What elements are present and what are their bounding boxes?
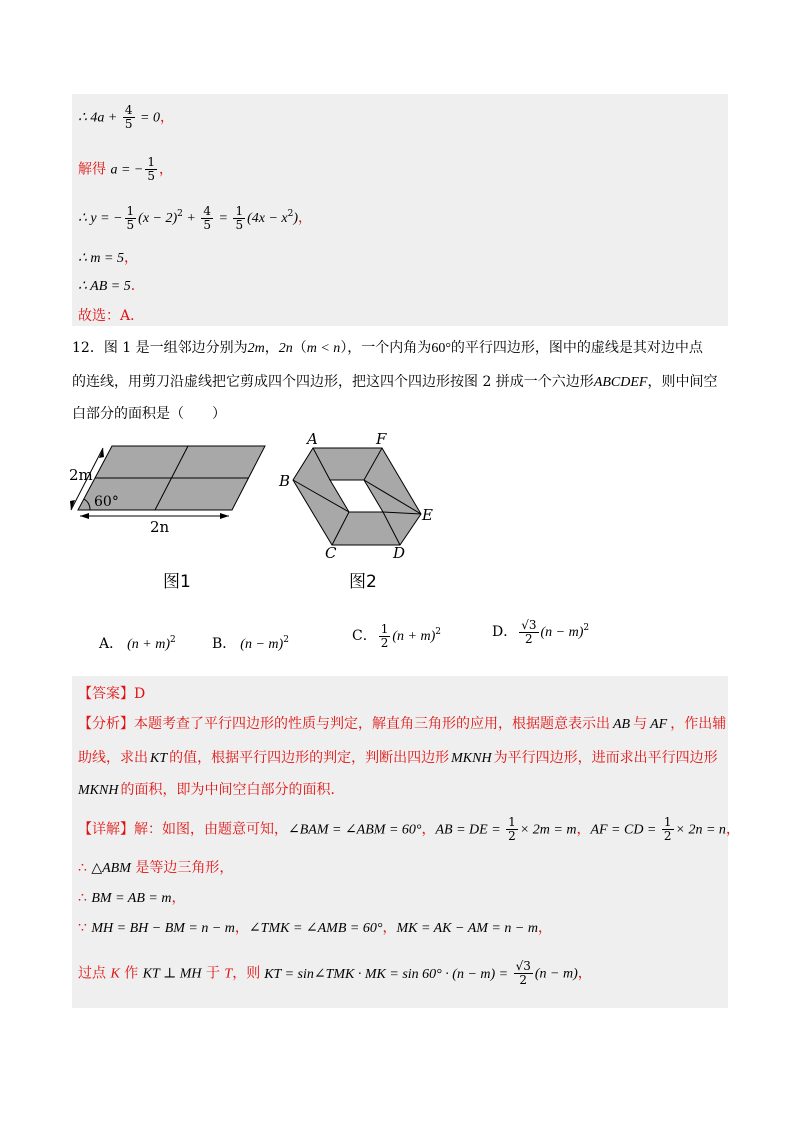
detail-line-2: ∴ △ABM 是等边三角形， — [78, 860, 234, 876]
label-2n: 2n — [150, 518, 170, 536]
solution-line-6: 故选：A． — [78, 308, 145, 324]
detail-line-5: 过点 K 作 KT ⊥ MH 于 T，则 KT = sin∠TMK · MK = sin 60° · (n − m) = $\frac{√3}{2}$ (n − m)， — [78, 959, 592, 987]
arrowhead-2m-top — [99, 448, 104, 458]
vertex-label-A: A — [307, 430, 318, 448]
option-d: D． $\frac{√3}{2}$ $(n - m)^2$ — [492, 617, 590, 646]
question-line-2: 的连线，用剪刀沿虚线把它剪成四个四边形，把这四个四边形按图 2 拼成一个六边形ABCDEF，则中间空 — [72, 374, 718, 390]
vertex-label-F: F — [376, 430, 387, 448]
option-b: B． $(n - m)^2$ — [212, 635, 289, 652]
figure-2-caption: 图2 — [349, 572, 377, 592]
arrowhead-2n-left — [80, 513, 89, 519]
vertex-label-C: C — [325, 544, 337, 562]
option-c: C． $\frac{1}{2}$ $(n + m)^2$ — [352, 621, 441, 650]
figure-1-caption: 图1 — [163, 572, 191, 592]
detail-line-4: ∵ MH = BH − BM = n − m，∠TMK = ∠AMB = 60°，MK = AK − AM = n − m， — [78, 920, 552, 936]
question-line-1: 12．图 1 是一组邻边分别为2m，2n（m < n），一个内角为60°的平行四边形，图中的虚线是其对边中点 — [72, 340, 703, 356]
detail-line-1: 【详解】解：如图，由题意可知，∠BAM = ∠ABM = 60°，AB = DE = $\frac{1}{2}$ × 2m = m，AF = CD = $\frac{1}{2}$ × 2n = n， — [78, 815, 740, 843]
analysis-line-1: 【分析】本题考查了平行四边形的性质与判定，解直角三角形的应用，根据题意表示出 AB 与 AF ，作出辅 — [78, 716, 727, 732]
vertex-label-E: E — [422, 506, 433, 524]
figure-2-hexagon — [285, 440, 445, 570]
answer-block — [72, 676, 740, 1008]
solution-line-4: ∴ m = 5， — [78, 250, 138, 266]
vertex-label-D: D — [393, 544, 406, 562]
option-a: A． $(n + m)^2$ — [99, 635, 176, 652]
analysis-line-3: MKNH 的面积，即为中间空白部分的面积． — [78, 782, 345, 798]
detail-line-3: ∴ BM = AB = m， — [78, 890, 186, 906]
arrowhead-2n-right — [220, 513, 229, 519]
analysis-line-2: 助线，求出 KT 的值，根据平行四边形的判定，判断出四边形 MKNH 为平行四边形，进而求出平行四边形 — [78, 750, 718, 766]
question-line-3: 白部分的面积是（ ） — [72, 406, 226, 422]
vertex-label-B: B — [279, 472, 291, 490]
solution-line-5: ∴ AB = 5． — [78, 278, 145, 294]
arrowhead-2m-bottom — [70, 500, 75, 510]
solution-line-1: ∴ 4a + $\frac{4}{5}$ = 0， — [78, 103, 174, 131]
label-2m: 2m — [69, 466, 93, 484]
answer-line: 【答案】D — [78, 686, 146, 702]
solution-block-top — [72, 94, 728, 326]
solution-line-2: 解得 a = − $\frac{1}{5}$ ， — [78, 155, 173, 183]
label-60-degrees: 60° — [94, 494, 119, 510]
solution-line-3: ∴ y = − $\frac{1}{5}$ $(x - 2)^2$ + $\frac{4}{5}$ = $\frac{1}{5}$ $(4x - x^2)$， — [78, 203, 313, 232]
